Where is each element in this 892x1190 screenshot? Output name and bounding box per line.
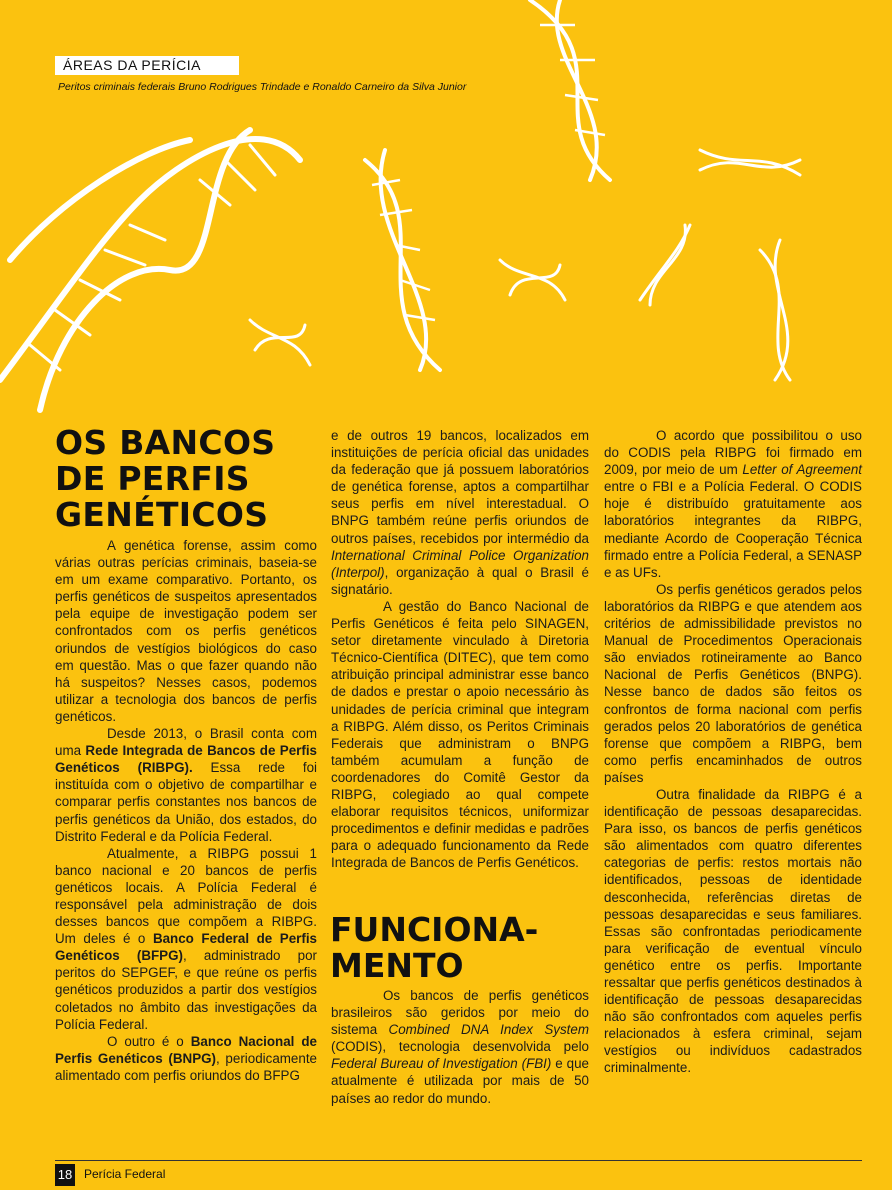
paragraph: Outra finalidade da RIBPG é a identificação de pessoas desaparecidas. Para isso, os bancos de perfis genéticos são alimentados com quatro diferentes categorias de perfis: restos mortais não identificados, pessoas de identidade desconhecida, referências diretas de pessoas desaparecidas e seus familiares. Essas são confrontadas periodicamente para verificação de eventual vínculo genético entre os perfis. Importante ressaltar que perfis genéticos destinados à identificação de pessoas desaparecidas não são confrontados com aqueles perfis relacionados à esfera criminal, sejam vestígios ou indivíduos cadastrados criminalmente.: [604, 786, 862, 1076]
paragraph: O outro é o Banco Nacional de Perfis Genéticos (BNPG), periodicamente alimentado com perfis oriundos do BFPG: [55, 1033, 317, 1083]
subhead-line-2: MENTO: [330, 946, 464, 985]
subhead-line-1: FUNCIONA-: [330, 910, 539, 949]
paragraph: Atualmente, a RIBPG possui 1 banco nacional e 20 bancos de perfis genéticos locais. A Polícia Federal é responsável pela administração de dois desses bancos que compõem a RIBPG. Um deles é o Banco Federal de Perfis Genéticos (BFPG), administrado por peritos do SEPGEF, e que reúne os perfis genéticos produzidos a partir dos vestígios coletados no âmbito das investigações da Polícia Federal.: [55, 845, 317, 1032]
footer-divider: [55, 1160, 862, 1161]
paragraph: e de outros 19 bancos, localizados em instituições de perícia oficial das unidades da federação que já possuem laboratórios de genética forense, aptos a compartilhar seus perfis em nível interestadual. O BNPG também reúne perfis oriundos de outros países, recebidos por intermédio da International Criminal Police Organization (Interpol), organização à qual o Brasil é signatário.: [331, 428, 589, 597]
section-heading: [330, 912, 538, 984]
title-line-2: DE PERFIS: [55, 459, 250, 498]
column-2-lower: [331, 987, 589, 1107]
paragraph: Os perfis genéticos gerados pelos laboratórios da RIBPG e que atendem aos critérios de admissibilidade previstos no Manual de Procedimentos Operacionais são enviados rotineiramente ao Banco Nacional de Perfis Genéticos (BNPG). Nesse banco de dados são feitos os confrontos de forma nacional com perfis gerados pelos 20 laboratórios de genética forense que compõem a RIBPG, bem como perfis encaminhados de outros países: [604, 581, 862, 785]
byline: Peritos criminais federais Bruno Rodrigues Trindade e Ronaldo Carneiro da Silva Junior: [58, 81, 467, 93]
section-tag: ÁREAS DA PERÍCIA: [55, 56, 239, 75]
column-2: [331, 427, 589, 871]
paragraph: Os bancos de perfis genéticos brasileiros são geridos por meio do sistema Combined DNA Index System (CODIS), tecnologia desenvolvida pelo Federal Bureau of Investigation (FBI) e que atualmente é utilizada por mais de 50 países ao redor do mundo.: [331, 988, 589, 1106]
article-title: [55, 425, 275, 533]
paragraph: A genética forense, assim como várias outras perícias criminais, baseia-se em um exame comparativo. Portanto, os perfis genéticos de suspeitos apresentados pela equipe de investigação podem ser confrontados com os perfis genéticos oriundos de vestígios biológicos do caso em questão. Mas o que fazer quando não há suspeitos? Nesses casos, podemos utilizar a tecnologia dos bancos de perfis genéticos.: [55, 538, 317, 724]
paragraph: Desde 2013, o Brasil conta com uma Rede Integrada de Bancos de Perfis Genéticos (RIBPG). Essa rede foi instituída com o objetivo de compartilhar e comparar perfis constantes nos bancos de perfis genéticos da União, dos estados, do Distrito Federal e da Polícia Federal.: [55, 726, 318, 844]
paragraph: A gestão do Banco Nacional de Perfis Genéticos é feita pelo SINAGEN, setor diretamente vinculado à Diretoria Técnico-Científica (DITEC), que tem como atribuição principal administrar esse banco de dados e prestar o apoio necessário às unidades de perícia criminal que integram a RIBPG. Além disso, os Peritos Criminais Federais que administram o BNPG também acumulam a função de coordenadores do Comitê Gestor da RIBPG, colegiado ao qual compete elaborar requisitos técnicos, uniformizar procedimentos e definir medidas e padrões para o adequado funcionamento da Rede Integrada de Bancos de Perfis Genéticos.: [331, 598, 589, 871]
title-line-1: OS BANCOS: [55, 423, 276, 462]
title-line-3: GENÉTICOS: [55, 495, 269, 534]
magazine-name: Perícia Federal: [84, 1167, 166, 1181]
page-number: 18: [55, 1164, 75, 1186]
paragraph: O acordo que possibilitou o uso do CODIS pela RIBPG foi firmado em 2009, por meio de um Letter of Agreement entre o FBI e a Polícia Federal. O CODIS hoje é distribuído gratuitamente aos laboratórios integrantes da RIBPG, mediante Acordo de Cooperação Técnica firmado entre a Polícia Federal, a SENASP e as UFs.: [604, 428, 862, 580]
column-3: [604, 427, 862, 1077]
column-1: [55, 537, 317, 1084]
